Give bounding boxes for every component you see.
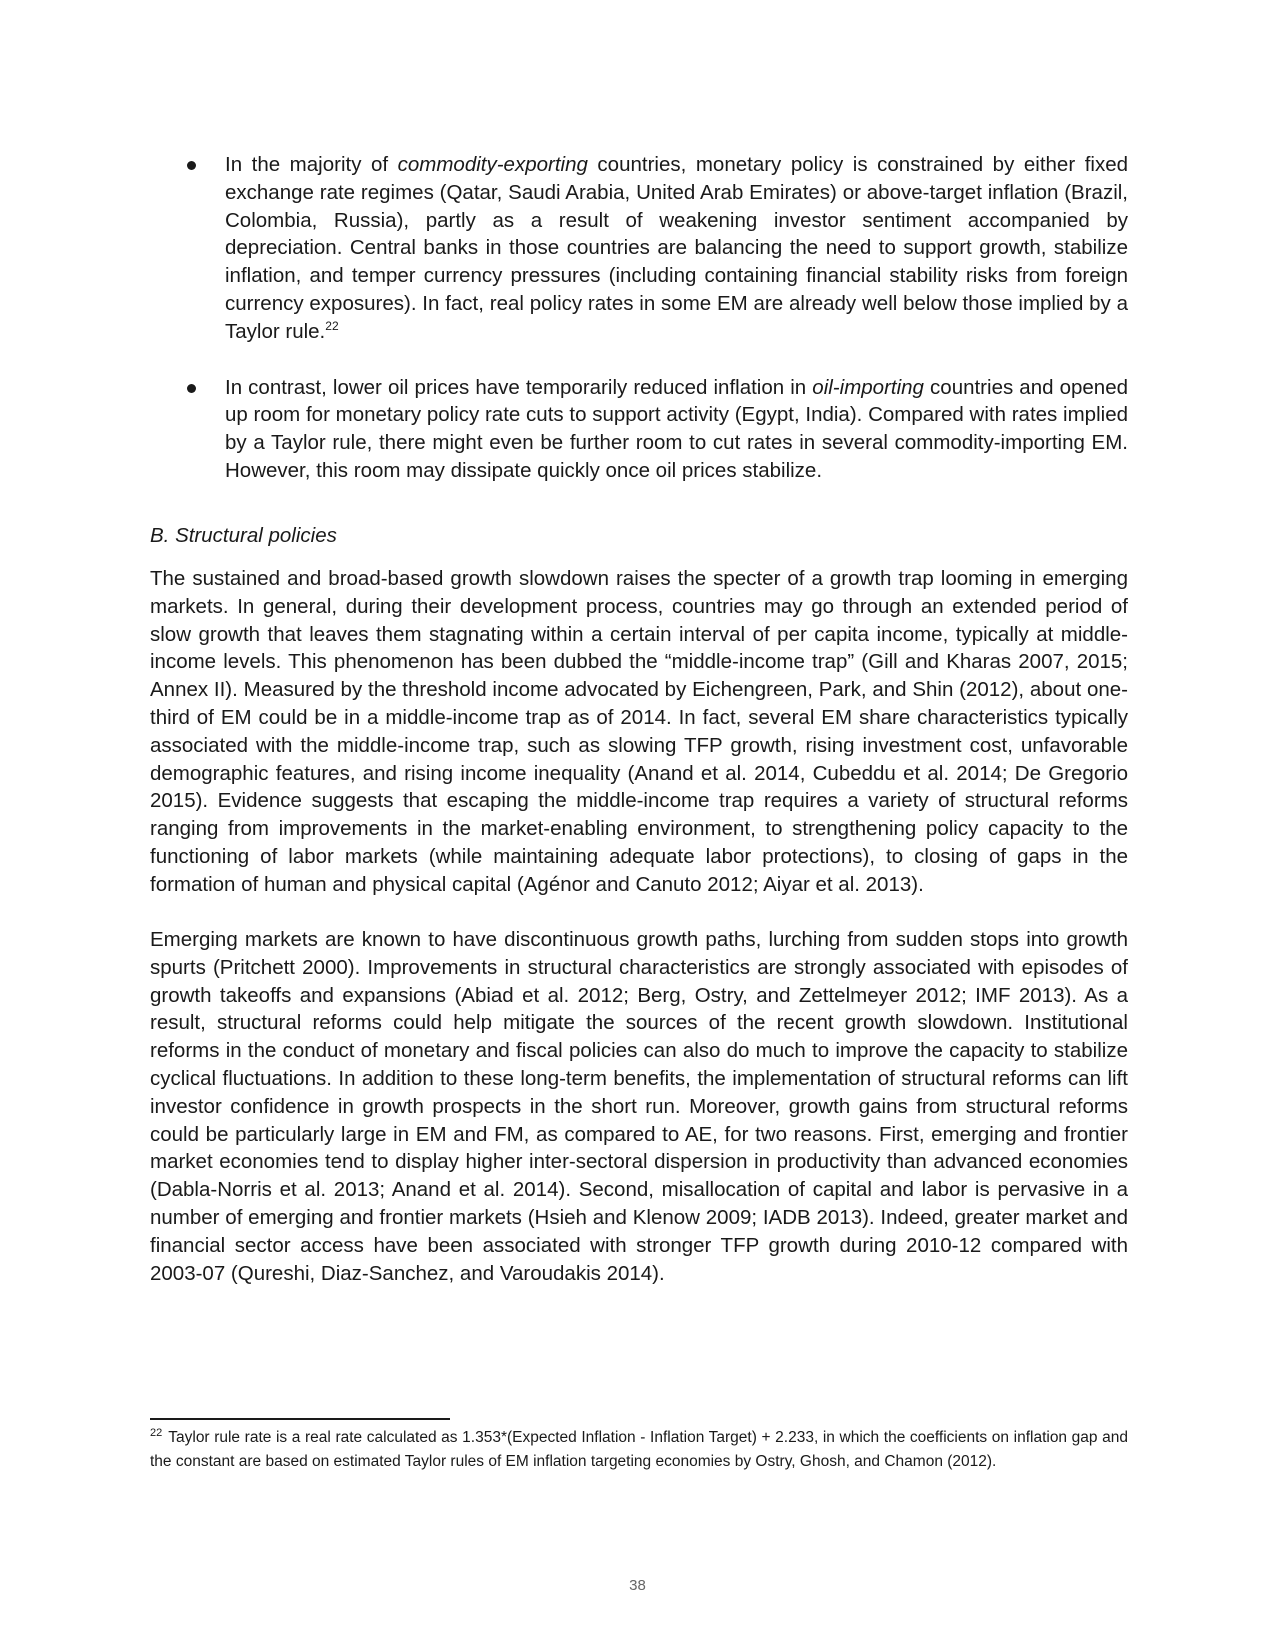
bullet-emphasis: oil-importing: [812, 375, 924, 399]
bullet-item-commodity-exporting: [150, 151, 1128, 346]
bullet-emphasis: commodity-exporting: [397, 153, 588, 176]
footnote: [150, 1426, 1128, 1473]
bullet-text-part2: countries and opened up room for monetary policy rate cuts to support activity (Egypt, India). Compared with rates implied by a Taylor rule, there might even be further room to cut rates in several commodity-importing EM. However, this room may dissipate quickly once oil prices stabilize.: [225, 375, 1128, 482]
page-number: 38: [629, 1577, 646, 1594]
footnote-divider: [150, 1418, 450, 1420]
bullet-text-part1: In contrast, lower oil prices have temporarily reduced inflation in: [225, 375, 813, 399]
section-heading: B. Structural policies: [150, 524, 337, 547]
bullet-list: [150, 151, 1128, 485]
footnote-number: 22: [150, 1427, 163, 1439]
bullet-icon: [187, 384, 196, 393]
footnote-text: Taylor rule rate is a real rate calculated as 1.353*(Expected Inflation - Inflation Target) + 2.233, in which the coefficients on inflation gap and the constant are based on estimated Taylor rules of EM inflation targeting economies by Ostry, Ghosh, and Chamon (2012).: [150, 1429, 1128, 1470]
bullet-item-oil-importing: [150, 374, 1128, 485]
bullet-text-part1: In the majority of: [225, 153, 398, 176]
bullet-icon: [187, 161, 196, 170]
footnote-reference[interactable]: 22: [325, 318, 339, 333]
body-paragraph: The sustained and broad-based growth slowdown raises the specter of a growth trap looming in emerging markets. In general, during their development process, countries may go through an extended period of slow growth that leaves them stagnating within a certain interval of per capita income, typically at middle-income levels. This phenomenon has been dubbed the “middle-income trap” (Gill and Kharas 2007, 2015; Annex II). Measured by the threshold income advocated by Eichengreen, Park, and Shin (2012), about one-third of EM could be in a middle-income trap as of 2014. In fact, several EM share characteristics typically associated with the middle-income trap, such as slowing TFP growth, rising investment cost, unfavorable demographic features, and rising income inequality (Anand et al. 2014, Cubeddu et al. 2014; De Gregorio 2015). Evidence suggests that escaping the middle-income trap requires a variety of structural reforms ranging from improvements in the market-enabling environment, to strengthening policy capacity to the functioning of labor markets (while maintaining adequate labor protections), to closing of gaps in the formation of human and physical capital (Agénor and Canuto 2012; Aiyar et al. 2013).: [150, 567, 1128, 896]
bullet-text-part2: countries, monetary policy is constrained by either fixed exchange rate regimes (Qatar, Saudi Arabia, United Arab Emirates) or above-target inflation (Brazil, Colombia, Russia), partly as a result of weakening investor sentiment accompanied by depreciation. Central banks in those countries are balancing the need to support growth, stabilize inflation, and temper currency pressures (including containing financial stability risks from foreign currency exposures). In fact, real policy rates in some EM are already well below those implied by a Taylor rule.: [225, 153, 1128, 343]
body-paragraph: Emerging markets are known to have discontinuous growth paths, lurching from sudden stops into growth spurts (Pritchett 2000). Improvements in structural characteristics are strongly associated with episodes of growth takeoffs and expansions (Abiad et al. 2012; Berg, Ostry, and Zettelmeyer 2012; IMF 2013). As a result, structural reforms could help mitigate the sources of the recent growth slowdown. Institutional reforms in the conduct of monetary and fiscal policies can also do much to improve the capacity to stabilize cyclical fluctuations. In addition to these long-term benefits, the implementation of structural reforms can lift investor confidence in growth prospects in the short run. Moreover, growth gains from structural reforms could be particularly large in EM and FM, as compared to AE, for two reasons. First, emerging and frontier market economies tend to display higher inter-sectoral dispersion in productivity than advanced economies (Dabla-Norris et al. 2013; Anand et al. 2014). Second, misallocation of capital and labor is pervasive in a number of emerging and frontier markets (Hsieh and Klenow 2009; IADB 2013). Indeed, greater market and financial sector access have been associated with stronger TFP growth during 2010-12 compared with 2003-07 (Qureshi, Diaz-Sanchez, and Varoudakis 2014).: [150, 928, 1128, 1285]
